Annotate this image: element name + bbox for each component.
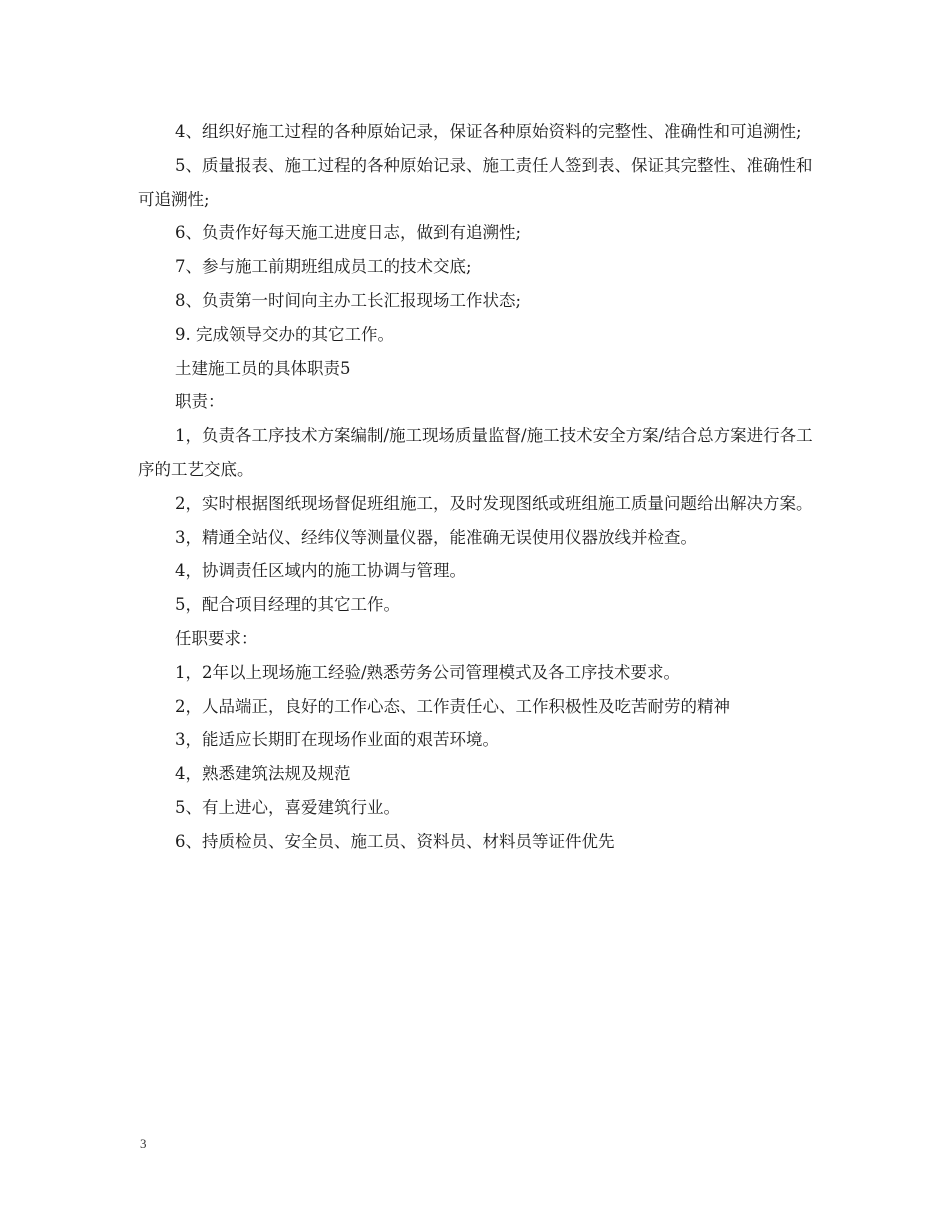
paragraph: 6、负责作好每天施工进度日志，做到有追溯性; [175, 223, 522, 243]
paragraph: 4，熟悉建筑法规及规范 [175, 764, 351, 784]
paragraph: 4、组织好施工过程的各种原始记录，保证各种原始资料的完整性、准确性和可追溯性; [175, 122, 802, 141]
paragraph: 4，协调责任区域内的施工协调与管理。 [175, 561, 466, 581]
paragraph: 6、持质检员、安全员、施工员、资料员、材料员等证件优先 [175, 831, 615, 851]
paragraph: 7、参与施工前期班组成员工的技术交底; [175, 257, 472, 277]
subheading-requirements: 任职要求： [175, 628, 258, 648]
document-body [138, 115, 818, 859]
paragraph: 1，2年以上现场施工经验/熟悉劳务公司管理模式及各工序技术要求。 [175, 662, 681, 682]
paragraph: 5、质量报表、施工过程的各种原始记录、施工责任人签到表、保证其完整性、准确性和可追溯性; [138, 155, 813, 209]
paragraph: 8、负责第一时间向主办工长汇报现场工作状态; [175, 290, 522, 310]
subheading-duties: 职责： [175, 392, 225, 412]
paragraph: 5，配合项目经理的其它工作。 [175, 595, 400, 615]
paragraph: 9. 完成领导交办的其它工作。 [175, 324, 394, 344]
paragraph: 3，能适应长期盯在现场作业面的艰苦环境。 [175, 730, 499, 750]
page-number: 3 [140, 1136, 147, 1151]
paragraph: 2，实时根据图纸现场督促班组施工，及时发现图纸或班组施工质量问题给出解决方案。 [175, 493, 813, 513]
paragraph: 3，精通全站仪、经纬仪等测量仪器，能准确无误使用仪器放线并检查。 [175, 527, 697, 547]
section-heading: 土建施工员的具体职责5 [175, 358, 351, 378]
paragraph: 1，负责各工序技术方案编制/施工现场质量监督/施工技术安全方案/结合总方案进行各工序的工艺交底。 [138, 426, 813, 479]
paragraph: 2，人品端正，良好的工作心态、工作责任心、工作积极性及吃苦耐劳的精神 [175, 696, 730, 716]
paragraph: 5、有上进心，喜爱建筑行业。 [175, 797, 400, 817]
